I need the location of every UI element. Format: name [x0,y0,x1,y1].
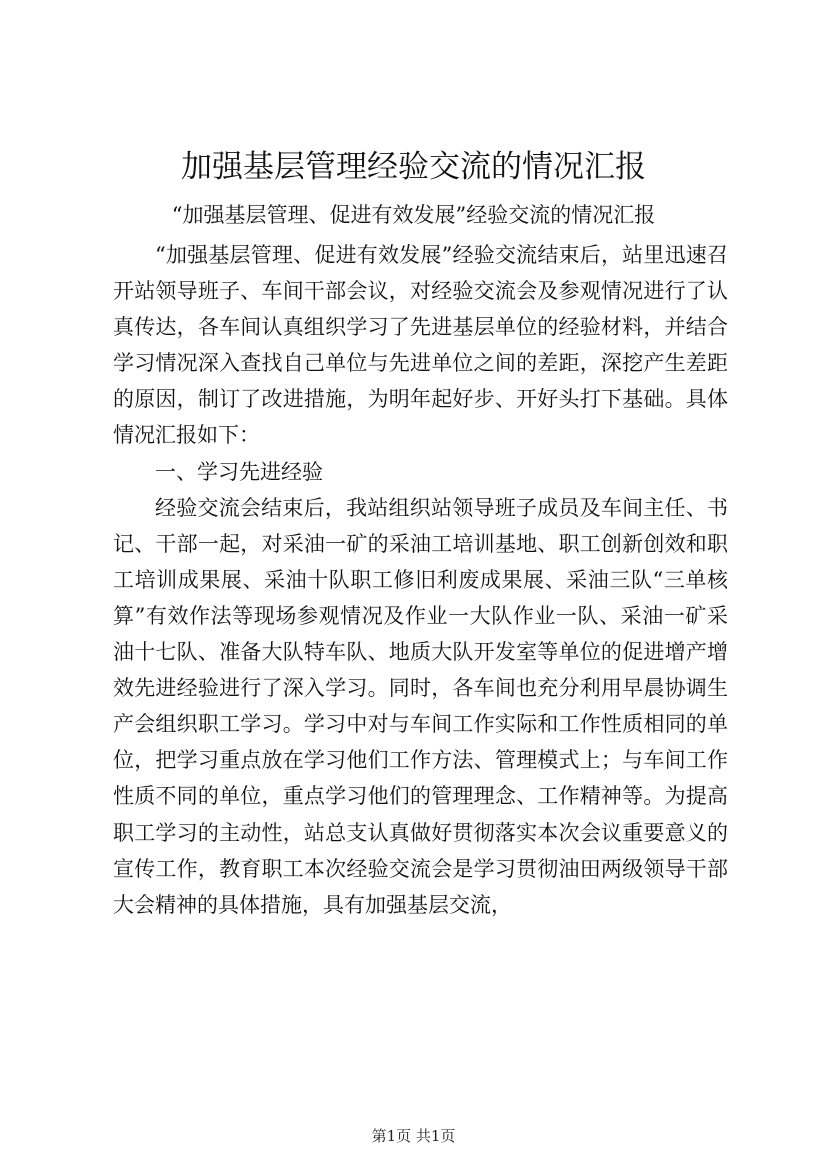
section-paragraph: 经验交流会结束后，我站组织站领导班子成员及车间主任、书记、干部一起，对采油一矿的采油工培训基地、职工创新创效和职工培训成果展、采油十队职工修旧利废成果展、采油三队“三单核算”有效作法等现场参观情况及作业一大队作业一队、采油一矿采油十七队、准备大队特车队、地质大队开发室等单位的促进增产增效先进经验进行了深入学习。同时，各车间也充分利用早晨协调生产会组织职工学习。学习中对与车间工作实际和工作性质相同的单位，把学习重点放在学习他们工作方法、管理模式上；与车间工作性质不同的单位，重点学习他们的管理理念、工作精神等。为提高职工学习的主动性，站总支认真做好贯彻落实本次会议重要意义的宣传工作，教育职工本次经验交流会是学习贯彻油田两级领导干部大会精神的具体措施，具有加强基层交流， [113,495,728,917]
document-body [113,237,728,923]
page-footer: 第1页 共1页 [371,1127,456,1145]
document-title: 加强基层管理经验交流的情况汇报 [181,149,646,185]
document-subtitle: “加强基层管理、促进有效发展”经验交流的情况汇报 [171,203,656,227]
intro-paragraph: “加强基层管理、促进有效发展”经验交流结束后，站里迅速召开站领导班子、车间干部会议，对经验交流会及参观情况进行了认真传达，各车间认真组织学习了先进基层单位的经验材料，并结合学习情况深入查找自己单位与先进单位之间的差距，深挖产生差距的原因，制订了改进措施，为明年起好步、开好头打下基础。具体情况汇报如下： [113,243,728,448]
section-heading: 一、学习先进经验 [155,459,323,484]
